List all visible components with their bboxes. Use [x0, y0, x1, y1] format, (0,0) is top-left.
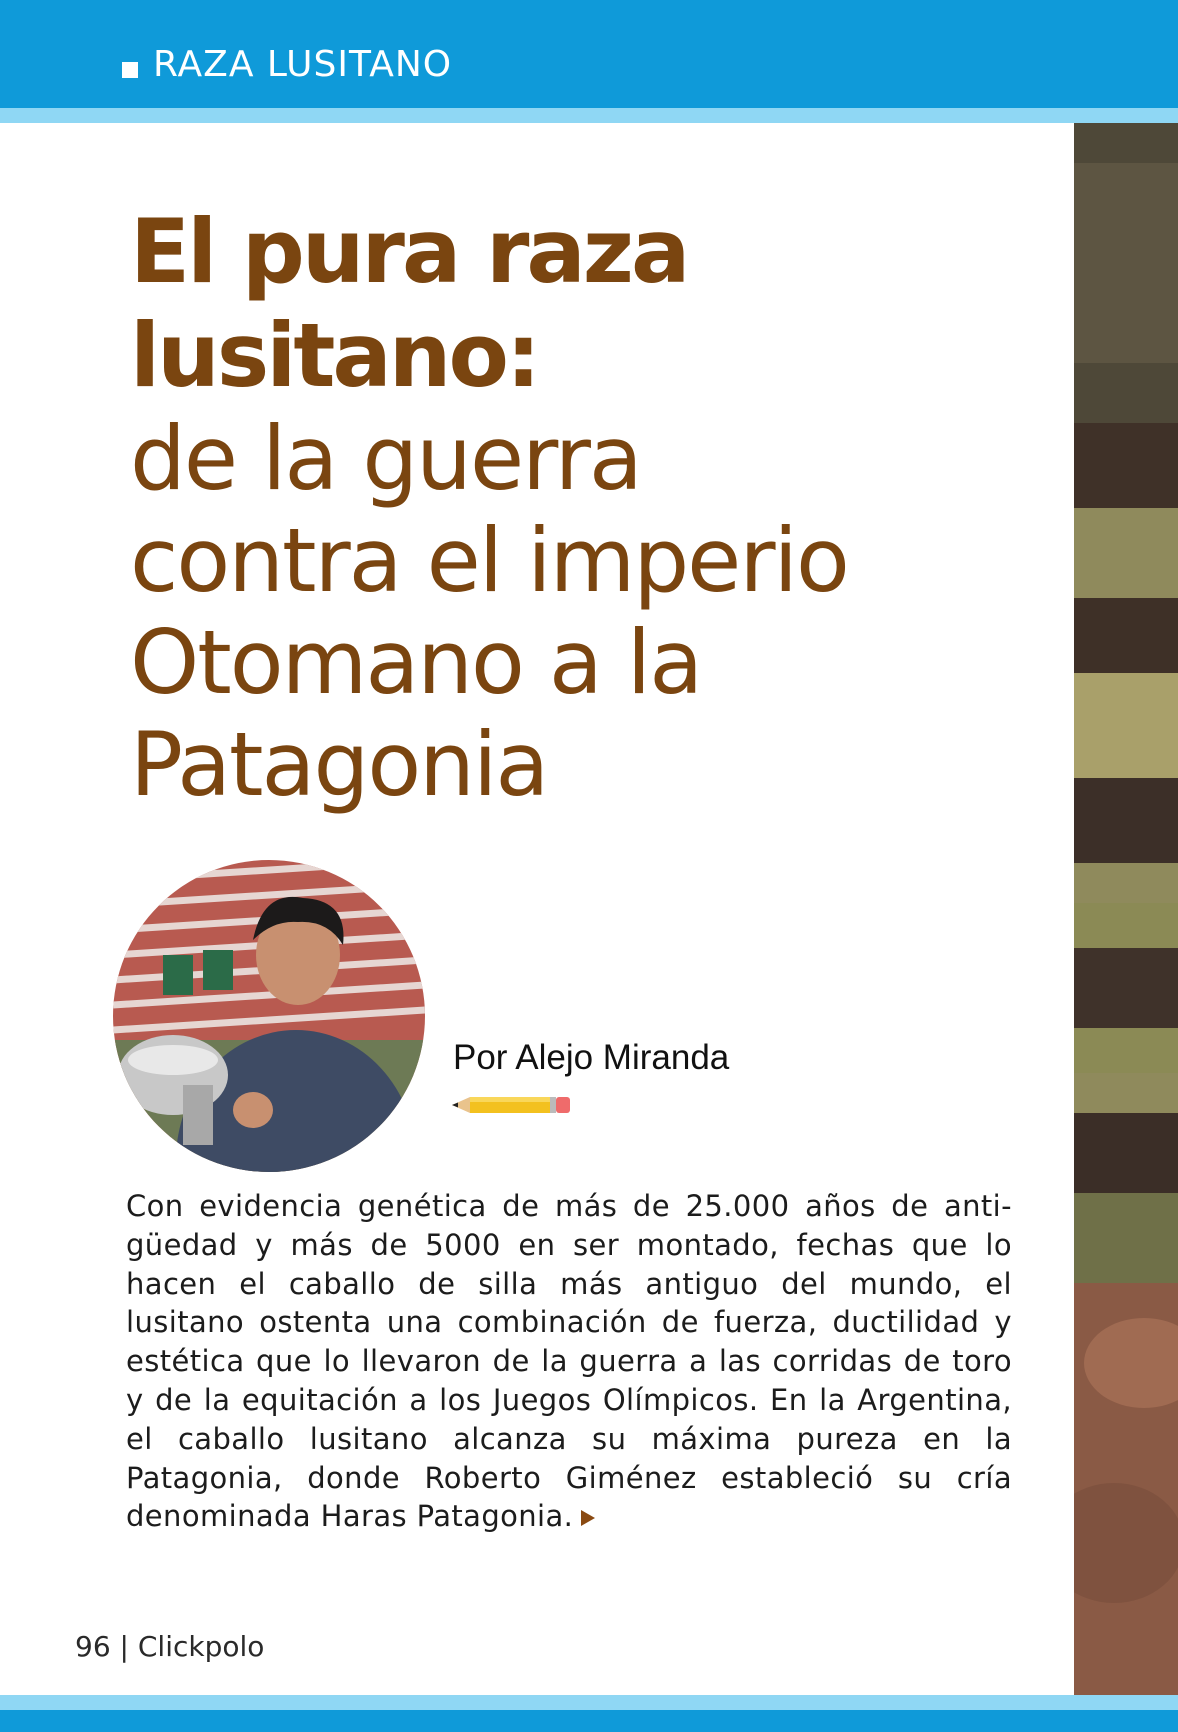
headline-line-1: El pura raza: [130, 200, 688, 303]
headline-line-3: de la guerra: [130, 407, 641, 510]
body-paragraph: [126, 1187, 1012, 1536]
body-text: Con evidencia genética de más de 25.000 años de anti-güedad y más de 5000 en ser montado, fechas que lo hacen el caballo de silla más antiguo del mundo, el lusitano ostenta una combinación de fuerza, ductilidad y estética que lo llevaron de la guerra a las corridas de toro y de la equitación a los Juegos Olímpicos. En la Argentina, el caballo lusitano alcanza su máxima pureza en la Patagonia, donde Roberto Giménez estableció su cría denominada Haras Patagonia.: [126, 1189, 1012, 1534]
footer-stripe: [0, 1695, 1178, 1710]
section-square-icon: [122, 62, 138, 78]
author-photo: [113, 860, 425, 1172]
author-byline: Por Alejo Miranda: [453, 1038, 730, 1077]
fence-photo: [1074, 123, 1178, 1695]
headline-line-2: lusitano:: [130, 304, 539, 407]
continue-arrow-icon: [581, 1510, 595, 1526]
footer-bar: [0, 1710, 1178, 1732]
page-footer: 96 | Clickpolo: [75, 1630, 265, 1663]
headline-line-6: Patagonia: [130, 713, 548, 816]
header-stripe: [0, 108, 1178, 123]
headline-line-4: contra el imperio: [130, 509, 848, 612]
section-label: RAZA LUSITANO: [153, 44, 453, 85]
pencil-icon: [452, 1094, 570, 1116]
headline-line-5: Otomano a la: [130, 611, 702, 714]
headline: [130, 200, 1060, 816]
